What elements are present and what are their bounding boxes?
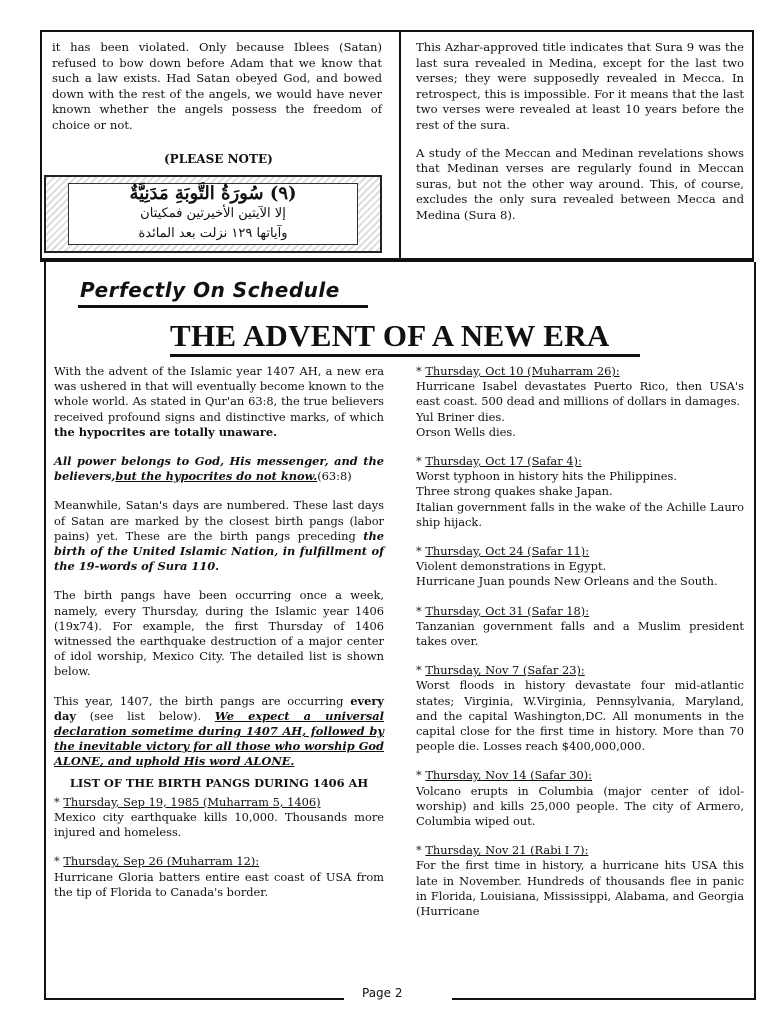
arabic-line-1: (٩) سُورَةُ التَّوبَةِ مَدَنِيَّةٌ bbox=[129, 183, 297, 204]
birth-pangs-paragraph: The birth pangs have been occurring once a week, namely, every Thursday, during the Islamic year 1406 (19x74). For example, the first Thursday of 1406 witnessed the earthquake destruction of a major center of idol worship, Mexico City. The detailed list is shown below. bbox=[54, 588, 384, 679]
satan-paragraph: Meanwhile, Satan's days are numbered. These last days of Satan are marked by the closest birth pangs (labor pains) yet. These are the birth pangs preceding the birth of the United Islamic Nation, in fulfillment of the 19-words of Sura 110. bbox=[54, 498, 384, 574]
event-date: Thursday, Sep 19, 1985 (Muharram 5, 1406) bbox=[63, 794, 321, 809]
event-description: Hurricane Gloria batters entire east coast of USA from the tip of Florida to Canada's border. bbox=[54, 869, 384, 899]
top-right-paragraph-2: A study of the Meccan and Medinan revelations shows that Medinan verses are regularly found in Meccan suras, but not the other way around. This, of course, excludes the only sura revealed between Mecca and Medina (Sura 8). bbox=[416, 145, 744, 222]
event-date: Thursday, Sep 26 (Muharram 12): bbox=[63, 854, 260, 869]
arabic-line-3: وآياتها ١٢٩ نزلت بعد المائدة bbox=[138, 226, 288, 241]
top-right-paragraph-1: This Azhar-approved title indicates that Sura 9 was the last sura revealed in Medina, except for the last two verses; they were supposedly revealed in Mecca. In retrospect, this is impossible. For it means that the last two verses were revealed at least 10 years before the rest of the sura. bbox=[416, 40, 744, 132]
event-description: Violent demonstrations in Egypt. bbox=[416, 559, 607, 574]
list-item: * Thursday, Nov 7 (Safar 23): Worst floods in history devastate four mid-atlantic states; Virginia, W.Virginia, Pennsylvania, Maryland, and the capital Washington,DC. All monuments in the capital close for the first time in history. More than 70 people die. Losses reach $400,000,000. bbox=[416, 663, 744, 754]
list-item: * Thursday, Nov 14 (Safar 30): Volcano erupts in Columbia (major center of idol-worship) and kills 25,000 people. The city of Armero, Columbia wiped out. bbox=[416, 768, 744, 829]
intro-emphasis: the hypocrites are totally unaware. bbox=[54, 424, 278, 439]
title-underline bbox=[170, 354, 640, 357]
list-item: * Thursday, Nov 21 (Rabi I 7): For the first time in history, a hurricane hits USA this late in November. Hundreds of thousands flee in panic in Florida, Louisiana, Mississippi, Alabama, and Georgia (Hurricane bbox=[416, 843, 744, 919]
event-description: Hurricane Isabel devastates Puerto Rico, then USA's east coast. 500 dead and millions of dollars in damages. bbox=[416, 379, 744, 409]
bottom-rule-right bbox=[452, 998, 756, 1000]
list-item: * Thursday, Oct 24 (Safar 11): Violent demonstrations in Egypt. Hurricane Juan pounds New Orleans and the South. bbox=[416, 544, 744, 590]
frame-right-border bbox=[754, 262, 756, 1000]
event-date: Thursday, Oct 31 (Safar 18): bbox=[425, 603, 590, 618]
this-year-paragraph: This year, 1407, the birth pangs are occurring every day (see list below). We expect a universal declaration sometime during 1407 AH, followed by the inevitable victory for all those who worship God ALONE, and uphold His word ALONE. bbox=[54, 693, 384, 769]
arabic-sura-title-banner bbox=[44, 175, 382, 253]
article-right-column bbox=[416, 364, 744, 933]
event-date: Thursday, Nov 7 (Safar 23): bbox=[425, 663, 585, 678]
top-right-column bbox=[416, 40, 744, 236]
list-item: * Thursday, Sep 19, 1985 (Muharram 5, 1406) Mexico city earthquake kills 10,000. Thousands more injured and homeless. bbox=[54, 794, 384, 840]
frame-left-border bbox=[44, 262, 46, 1000]
event-date: Thursday, Nov 21 (Rabi I 7): bbox=[425, 843, 589, 858]
event-date: Thursday, Oct 17 (Safar 4): bbox=[425, 454, 582, 469]
event-description: Volcano erupts in Columbia (major center of idol-worship) and kills 25,000 people. The city of Armero, Columbia wiped out. bbox=[416, 783, 744, 829]
top-left-paragraph: it has been violated. Only because Iblees (Satan) refused to bow down before Adam that we know that such a law exists. Had Satan obeyed God, and bowed down with the rest of the angels, we would have never known whether the angels possess the freedom of choice or not. bbox=[52, 40, 382, 132]
quote-underlined: but the hypocrites do not know. bbox=[115, 469, 318, 484]
page-number: Page 2 bbox=[362, 986, 403, 1000]
arabic-banner-text bbox=[68, 183, 358, 245]
event-description: Worst floods in history devastate four mid-atlantic states; Virginia, W.Virginia, Pennsylvania, Maryland, and the capital Washington,DC. All monuments in the capital close for the first time in history. More than 70 people die. Losses reach $400,000,000. bbox=[416, 678, 744, 754]
event-description: Mexico city earthquake kills 10,000. Thousands more injured and homeless. bbox=[54, 810, 384, 840]
arabic-line-2: إلا الآيتين الأخيرتين فمكيتان bbox=[140, 206, 286, 221]
universal-declaration-emphasis: We expect a universal declaration sometime during 1407 AH, followed by the inevitable victory for all those who worship God ALONE, and uphold His word ALONE. bbox=[54, 708, 384, 769]
bottom-rule-left bbox=[44, 998, 344, 1000]
top-left-column bbox=[52, 40, 382, 146]
kicker-underline bbox=[78, 305, 368, 308]
event-date: Thursday, Nov 14 (Safar 30): bbox=[425, 768, 593, 783]
event-date: Thursday, Oct 10 (Muharram 26): bbox=[425, 364, 620, 378]
satan-emphasis: the birth of the United Islamic Nation, in fulfillment of the 19-words of Sura 110. bbox=[54, 528, 384, 574]
page-title: THE ADVENT OF A NEW ERA bbox=[170, 318, 610, 353]
event-description: Tanzanian government falls and a Muslim president takes over. bbox=[416, 618, 744, 649]
top-column-divider bbox=[399, 30, 401, 262]
list-item: * Thursday, Oct 17 (Safar 4): Worst typhoon in history hits the Philippines. Three strong quakes shake Japan. Italian government falls in the wake of the Achille Lauro ship hijack. bbox=[416, 454, 744, 529]
event-date: Thursday, Oct 24 (Safar 11): bbox=[425, 544, 590, 559]
intro-paragraph: With the advent of the Islamic year 1407 AH, a new era was ushered in that will eventually become known to the whole world. As stated in Qur'an 63:8, the true believers received profound signs and distinctive marks, of which the hypocrites are totally unaware. bbox=[54, 364, 384, 439]
birth-pangs-list-heading: LIST OF THE BIRTH PANGS DURING 1406 AH bbox=[69, 775, 369, 790]
event-description: For the first time in history, a hurricane hits USA this late in November. Hundreds of thousands flee in panic in Florida, Louisiana, Mississippi, Alabama, and Georgia (Hurricane bbox=[416, 858, 744, 919]
list-item: * Thursday, Oct 31 (Safar 18): Tanzanian government falls and a Muslim president takes over. bbox=[416, 603, 744, 649]
article-left-column bbox=[54, 364, 384, 914]
list-item: * Thursday, Sep 26 (Muharram 12): Hurricane Gloria batters entire east coast of USA from the tip of Florida to Canada's border. bbox=[54, 854, 384, 899]
quran-quote: All power belongs to God, His messenger, and the believers,but the hypocrites do not know.(63:8) bbox=[54, 454, 384, 484]
please-note-label: (PLEASE NOTE) bbox=[164, 152, 273, 166]
list-item: * Thursday, Oct 10 (Muharram 26): Hurricane Isabel devastates Puerto Rico, then USA's east coast. 500 dead and millions of dollars in damages. Yul Briner dies. Orson Wells dies. bbox=[416, 364, 744, 439]
kicker-heading: Perfectly On Schedule bbox=[80, 278, 340, 302]
event-description: Worst typhoon in history hits the Philippines. bbox=[416, 469, 677, 484]
